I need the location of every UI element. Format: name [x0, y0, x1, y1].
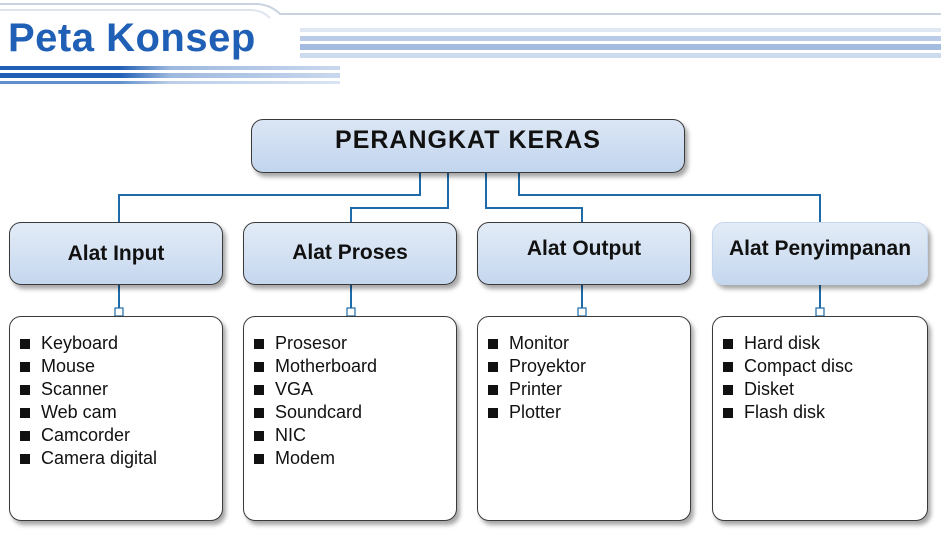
list-item	[254, 401, 456, 424]
item-label: Prosesor	[275, 333, 348, 353]
list-alat-input	[9, 316, 223, 521]
list-item	[20, 355, 222, 378]
category-alat-input	[9, 222, 223, 285]
item-label: Plotter	[509, 402, 562, 422]
list-item	[723, 355, 927, 378]
category-label: Alat Penyimpanan	[728, 236, 912, 260]
list-item	[254, 424, 456, 447]
list-item	[254, 332, 456, 355]
list-item	[20, 424, 222, 447]
item-label: Monitor	[509, 333, 570, 353]
bullet-icon	[20, 408, 30, 418]
item-label: Disket	[744, 379, 795, 399]
list-item	[723, 401, 927, 424]
item-label: Flash disk	[744, 402, 826, 422]
item-label: Soundcard	[275, 402, 363, 422]
category-label: Alat Output	[526, 236, 642, 260]
root-node	[251, 119, 685, 173]
bullet-icon	[254, 385, 264, 395]
item-label: Proyektor	[509, 356, 587, 376]
root-label: PERANGKAT KERAS	[335, 125, 601, 154]
list-item	[488, 355, 690, 378]
item-label: Camera digital	[41, 448, 158, 468]
item-label: Scanner	[41, 379, 109, 399]
list-item	[488, 378, 690, 401]
bullet-icon	[488, 385, 498, 395]
item-label: Compact disc	[744, 356, 854, 376]
item-label: Modem	[275, 448, 336, 468]
item-label: Hard disk	[744, 333, 821, 353]
list-item	[254, 378, 456, 401]
list-item	[488, 401, 690, 424]
item-label: Keyboard	[41, 333, 119, 353]
bullet-icon	[488, 362, 498, 372]
bullet-icon	[20, 385, 30, 395]
list-item	[723, 378, 927, 401]
list-alat-penyimpanan	[712, 316, 928, 521]
item-label: Mouse	[41, 356, 96, 376]
item-label: Web cam	[41, 402, 117, 422]
list-item	[723, 332, 927, 355]
list-item	[488, 332, 690, 355]
bullet-icon	[723, 339, 733, 349]
list-alat-output	[477, 316, 691, 521]
item-label: NIC	[275, 425, 306, 445]
category-alat-penyimpanan	[712, 222, 928, 285]
item-label: VGA	[275, 379, 314, 399]
category-label: Alat Input	[67, 241, 165, 265]
page-title: Peta Konsep	[8, 16, 256, 60]
bullet-icon	[20, 431, 30, 441]
list-item	[254, 355, 456, 378]
item-label: Camcorder	[41, 425, 131, 445]
list-item	[20, 378, 222, 401]
list-item	[20, 447, 222, 470]
category-label: Alat Proses	[292, 240, 408, 264]
bullet-icon	[254, 408, 264, 418]
list-alat-proses	[243, 316, 457, 521]
bullet-icon	[254, 431, 264, 441]
list-item	[20, 401, 222, 424]
bullet-icon	[20, 339, 30, 349]
list-item	[254, 447, 456, 470]
bullet-icon	[723, 362, 733, 372]
bullet-icon	[20, 454, 30, 464]
bullet-icon	[723, 385, 733, 395]
item-label: Printer	[509, 379, 563, 399]
item-label: Motherboard	[275, 356, 378, 376]
category-alat-proses	[243, 222, 457, 285]
bullet-icon	[254, 339, 264, 349]
bullet-icon	[723, 408, 733, 418]
bullet-icon	[488, 339, 498, 349]
bullet-icon	[254, 454, 264, 464]
category-alat-output	[477, 222, 691, 285]
bullet-icon	[20, 362, 30, 372]
bullet-icon	[488, 408, 498, 418]
bullet-icon	[254, 362, 264, 372]
list-item	[20, 332, 222, 355]
